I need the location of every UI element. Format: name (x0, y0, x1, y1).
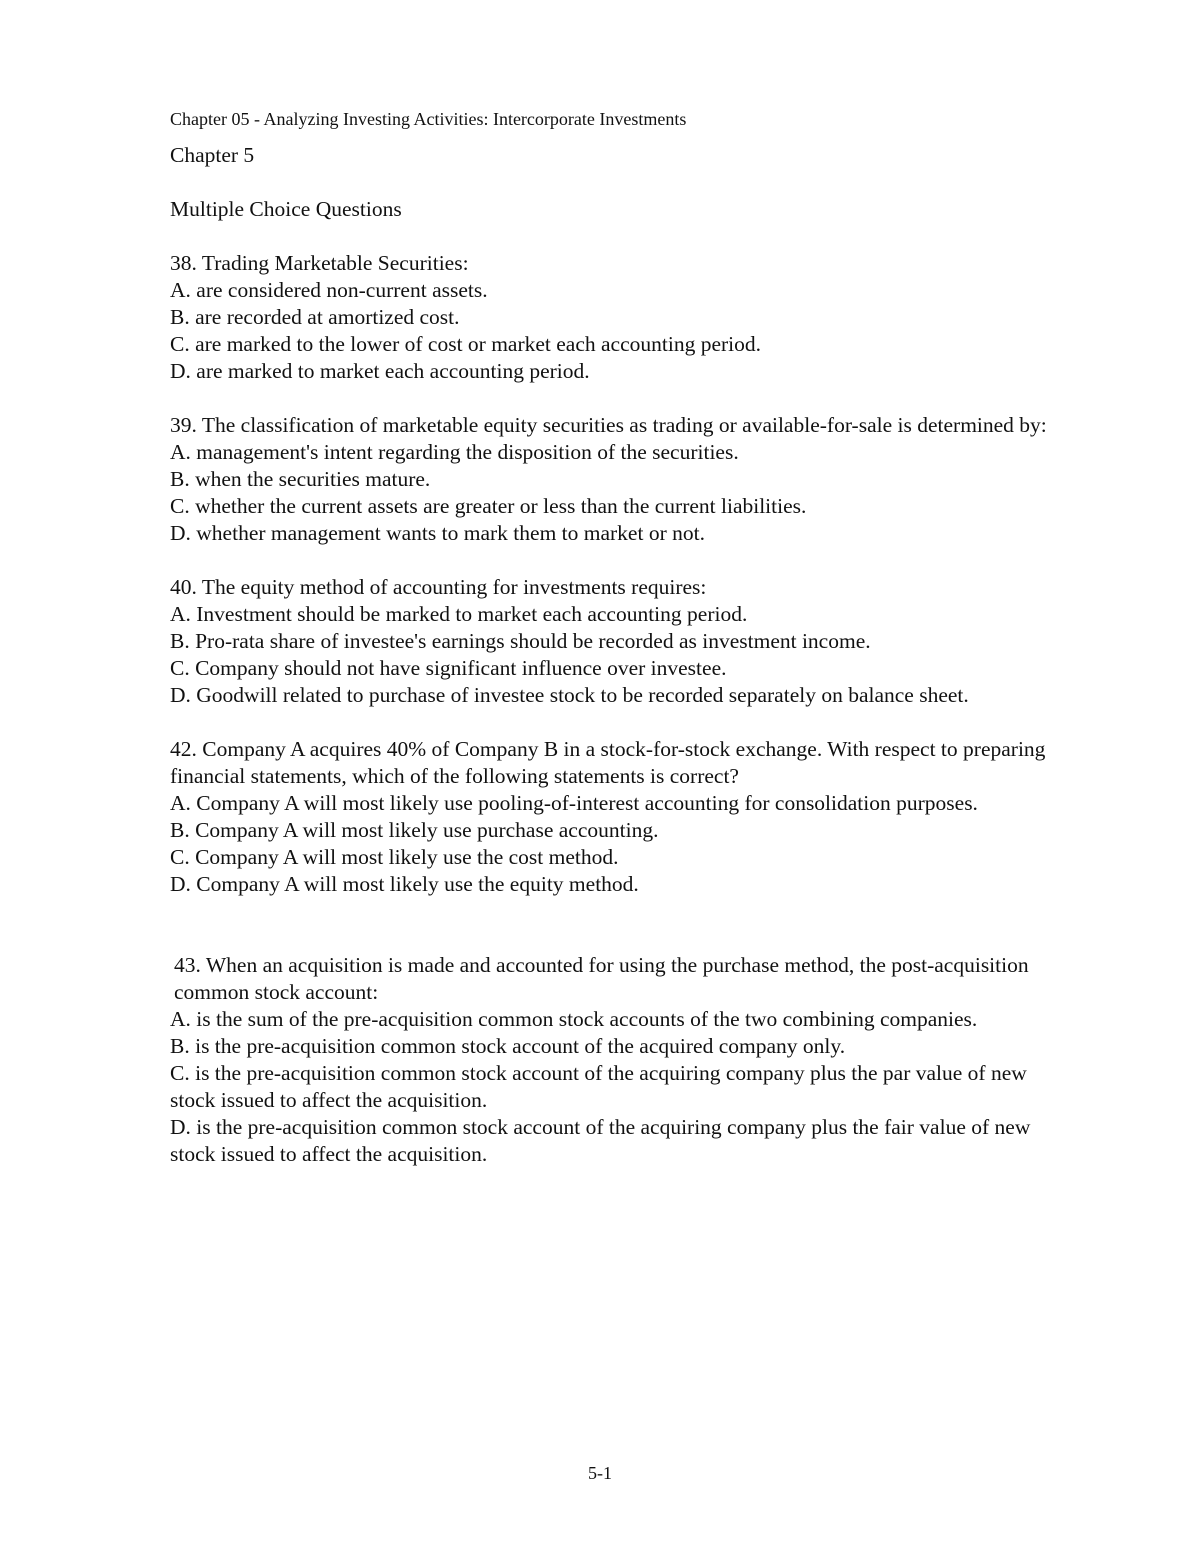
question-stem: 43. When an acquisition is made and accounted for using the purchase method, the post-acquisition common stock account: (174, 953, 1029, 1004)
option-a: A. are considered non-current assets. (170, 278, 488, 302)
option-b: B. Pro-rata share of investee's earnings should be recorded as investment income. (170, 629, 871, 653)
question-39 (170, 412, 1070, 547)
option-a: A. Investment should be marked to market each accounting period. (170, 602, 748, 626)
running-header: Chapter 05 - Analyzing Investing Activities: Intercorporate Investments (170, 109, 687, 129)
question-stem: 38. Trading Marketable Securities: (170, 251, 469, 275)
question-stem: 42. Company A acquires 40% of Company B in a stock-for-stock exchange. With respect to preparing financial statements, which of the following statements is correct? (170, 737, 1046, 788)
option-d: D. Goodwill related to purchase of investee stock to be recorded separately on balance sheet. (170, 683, 969, 707)
option-b: B. when the securities mature. (170, 467, 431, 491)
option-d: D. Company A will most likely use the equity method. (170, 872, 639, 896)
page-number: 5-1 (588, 1463, 612, 1483)
question-40 (170, 574, 1070, 709)
option-c: C. is the pre-acquisition common stock account of the acquiring company plus the par value of new stock issued to affect the acquisition. (170, 1061, 1027, 1112)
question-stem: 40. The equity method of accounting for investments requires: (170, 575, 707, 599)
chapter-label: Chapter 5 (170, 143, 255, 167)
option-a: A. management's intent regarding the disposition of the securities. (170, 440, 739, 464)
question-38 (170, 250, 1070, 385)
option-c: C. Company A will most likely use the cost method. (170, 845, 619, 869)
option-b: B. are recorded at amortized cost. (170, 305, 460, 329)
option-c: C. are marked to the lower of cost or market each accounting period. (170, 332, 762, 356)
option-c: C. whether the current assets are greater or less than the current liabilities. (170, 494, 807, 518)
option-d: D. are marked to market each accounting period. (170, 359, 590, 383)
option-c: C. Company should not have significant influence over investee. (170, 656, 727, 680)
option-d: D. whether management wants to mark them to market or not. (170, 521, 705, 545)
section-heading: Multiple Choice Questions (170, 197, 402, 221)
option-d: D. is the pre-acquisition common stock account of the acquiring company plus the fair value of new stock issued to affect the acquisition. (170, 1115, 1031, 1166)
question-42 (170, 736, 1070, 898)
question-stem: 39. The classification of marketable equity securities as trading or available-for-sale is determined by: (170, 413, 1047, 437)
page-content (170, 142, 1070, 1195)
option-b: B. Company A will most likely use purchase accounting. (170, 818, 659, 842)
question-43 (170, 952, 1070, 1168)
option-b: B. is the pre-acquisition common stock account of the acquired company only. (170, 1034, 846, 1058)
option-a: A. Company A will most likely use pooling-of-interest accounting for consolidation purposes. (170, 791, 978, 815)
option-a: A. is the sum of the pre-acquisition common stock accounts of the two combining companies. (170, 1007, 978, 1031)
